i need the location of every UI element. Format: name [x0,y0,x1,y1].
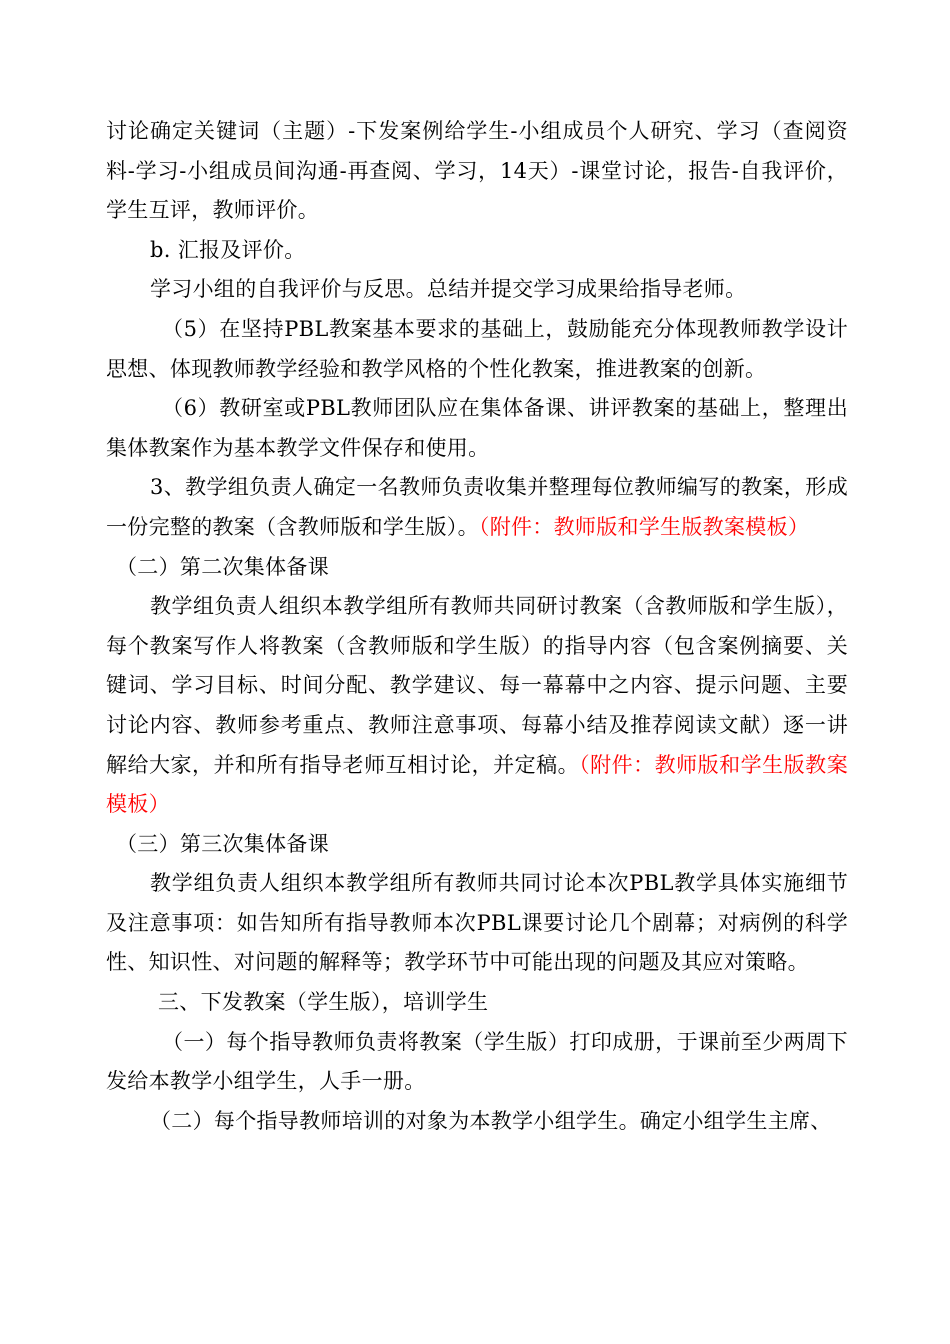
paragraph-text: 讨论确定关键词（主题）-下发案例给学生-小组成员个人研究、学习（查阅资料-学习-小组成员间沟通-再查阅、学习，14天）-课堂讨论，报告-自我评价，学生互评，教师评价。 [106,119,848,223]
paragraph-item-6 [106,389,848,468]
heading-text: （二）第二次集体备课 [116,554,329,579]
heading-text: 三、下发教案（学生版），培训学生 [158,990,489,1015]
paragraph-self-reflection [106,270,848,310]
paragraph-text: （5）在坚持PBL教案基本要求的基础上，鼓励能充分体现教师教学设计思想、体现教师教学经验和教学风格的个性化教案，推进教案的创新。 [106,316,848,381]
attachment-note: （附件：教师版和学生版教案模板） [478,514,810,539]
paragraph-text: 教学组负责人组织本教学组所有教师共同讨论本次PBL教学具体实施细节及注意事项：如告知所有指导教师本次PBL课要讨论几个剧幕；对病例的科学性、知识性、对问题的解释等；教学环节中可能出现的问题及其应对策略。 [106,871,848,975]
paragraph-distribute-1 [106,1023,848,1102]
section-heading-second-prep [106,548,848,588]
section-heading-distribute [106,983,848,1023]
paragraph-text: 3、教学组负责人确定一名教师负责收集并整理每位教师编写的教案，形成一份完整的教案（含教师版和学生版）。 [106,475,848,539]
paragraph-distribute-2 [106,1102,848,1142]
paragraph-text: （6）教研室或PBL教师团队应在集体备课、讲评教案的基础上，整理出集体教案作为基本教学文件保存和使用。 [106,396,848,460]
section-heading-third-prep [106,825,848,865]
paragraph-report-evaluation [106,231,848,271]
attachment-note: （附件：教师版和学生版教案模板） [106,752,848,817]
paragraph-text: （二）每个指导教师培训的对象为本教学小组学生。确定小组学生主席、 [150,1108,832,1133]
paragraph-text: （一）每个指导教师负责将教案（学生版）打印成册，于课前至少两周下发给本教学小组学生，人手一册。 [106,1029,848,1094]
document-body [106,112,848,1141]
paragraph-item-5 [106,310,848,389]
paragraph-third-prep [106,864,848,983]
paragraph-text: b. 汇报及评价。 [150,237,306,262]
heading-text: （三）第三次集体备课 [116,831,329,856]
paragraph-second-prep [106,587,848,825]
paragraph-item-3 [106,468,848,547]
paragraph-pbl-process [106,112,848,231]
paragraph-text: 教学组负责人组织本教学组所有教师共同研讨教案（含教师版和学生版），每个教案写作人将教案（含教师版和学生版）的指导内容（包含案例摘要、关键词、学习目标、时间分配、教学建议、每一幕幕中之内容、提示问题、主要讨论内容、教师参考重点、教师注意事项、每幕小结及推荐阅读文献）逐一讲解给大家，并和所有指导老师互相讨论，并定稿。 [106,594,848,777]
paragraph-text: 学习小组的自我评价与反思。总结并提交学习成果给指导老师。 [150,277,747,302]
